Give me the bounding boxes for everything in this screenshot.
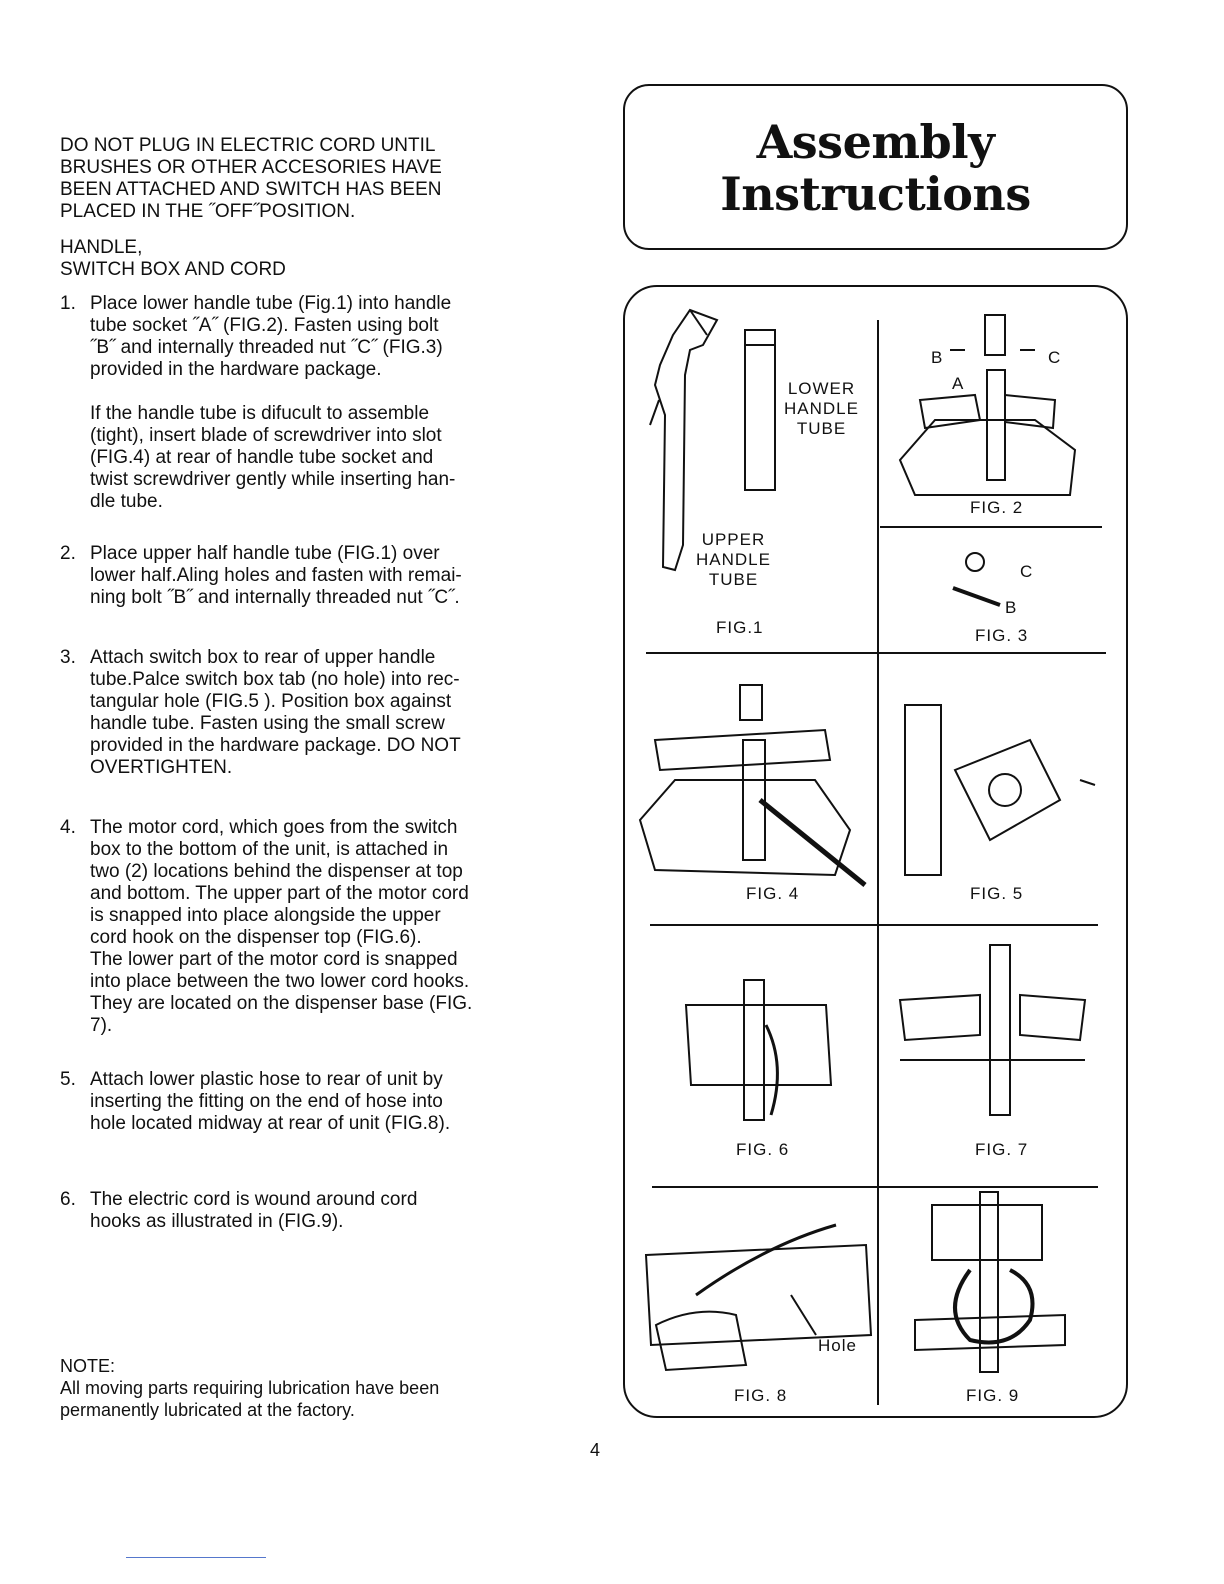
fig5-switchbox-illustration [900,700,1100,880]
fig1-lower-tube-label: LOWER HANDLE TUBE [784,379,859,438]
step-1-tip: If the handle tube is difucult to assemble (tight), insert blade of screwdriver into slot (FIG.4) at rear of handle tube socket and twist screwdriver gently while inserting han- dle tube. [90,403,456,512]
divider [646,652,1106,654]
fig1-label: FIG.1 [716,618,764,637]
page-subtitle: Instructions [720,167,1031,221]
fig9-label: FIG. 9 [966,1386,1020,1405]
fig1-upper-tube-label: UPPER HANDLE TUBE [696,530,771,589]
fig4-label: FIG. 4 [746,884,800,903]
fig6-label: FIG. 6 [736,1140,790,1159]
step-number: 6. [60,1189,76,1210]
step-number: 4. [60,817,76,838]
step-4: 4. The motor cord, which goes from the switch box to the bottom of the unit, is attached in two (2) locations behind the dispenser at top and bottom. The upper part of the motor cord is snapped into place alongside the upper cord hook on the dispenser top (FIG.6). The lower part of the motor cord is snapped into place between the two lower cord hooks. They are located on the dispenser base (FIG. 7). [60,817,473,1036]
page-number: 4 [590,1440,601,1460]
fig8-hole-label: Hole [818,1336,857,1355]
fig3-bolt-b-label: B [1005,598,1018,617]
step-number: 2. [60,543,76,564]
step-6: 6. The electric cord is wound around cord hooks as illustrated in (FIG.9). [60,1189,418,1232]
step-2: 2. Place upper half handle tube (FIG.1) over lower half.Aling holes and fasten with remai- ning bolt ˝B˝ and internally threaded nut ˝C˝. [60,543,462,608]
page-title: Assembly [756,115,995,169]
fig2-bolt-b-label: B [931,348,944,367]
warning-line: PLACED IN THE ˝OFF˝POSITION. [60,201,356,222]
fig3-nut-c-label: C [1020,562,1034,581]
step-number: 5. [60,1069,76,1090]
note-block: NOTE: All moving parts requiring lubrication have been permanently lubricated at the factory. [60,1355,530,1421]
instructions-column [60,135,520,1233]
warning-block [60,135,520,223]
step-1: 1. Place lower handle tube (Fig.1) into handle tube socket ˝A˝ (FIG.2). Fasten using bolt ˝B˝ and internally threaded nut ˝C˝ (FIG.3) provided in the hardware package. If the handle tube is difucult to assemble (tight), insert blade of screwdriver into slot (FIG.4) at rear of handle tube socket and twist screwdriver gently while inserting han- dle tube. [60,293,520,513]
step-number: 1. [60,293,76,314]
divider [650,924,1098,926]
step-5: 5. Attach lower plastic hose to rear of unit by inserting the fitting on the end of hose into hole located midway at rear of unit (FIG.8). [60,1069,451,1134]
fig2-socket-illustration [895,310,1080,500]
title-box [623,84,1128,250]
fig5-label: FIG. 5 [970,884,1024,903]
step-3: 3. Attach switch box to rear of upper handle tube.Palce switch box tab (no hole) into rec- tangular hole (FIG.5 ). Position box against handle tube. Fasten using the small screw provided in the hardware package. DO NOT OVERTIGHTEN. [60,647,461,778]
warning-line: BEEN ATTACHED AND SWITCH HAS BEEN [60,179,442,200]
fig4-screwdriver-illustration [635,680,875,885]
divider [880,526,1102,528]
fig7-cord-base-illustration [895,940,1090,1120]
fig3-label: FIG. 3 [975,626,1029,645]
fig2-nut-c-label: C [1048,348,1062,367]
warning-line: DO NOT PLUG IN ELECTRIC CORD UNTIL [60,135,436,156]
footer-rule [126,1557,266,1558]
fig6-cord-top-illustration [676,975,836,1125]
warning-line: BRUSHES OR OTHER ACCESORIES HAVE [60,157,442,178]
fig2-label: FIG. 2 [970,498,1024,517]
fig9-cord-wrap-illustration [900,1190,1080,1375]
note-title: NOTE: [60,1356,116,1376]
step-number: 3. [60,647,76,668]
divider [652,1186,1098,1188]
fig8-label: FIG. 8 [734,1386,788,1405]
vertical-divider [877,320,879,1405]
fig7-label: FIG. 7 [975,1140,1029,1159]
fig2-socket-a-label: A [952,374,965,393]
section-heading: HANDLE, SWITCH BOX AND CORD [60,237,286,280]
